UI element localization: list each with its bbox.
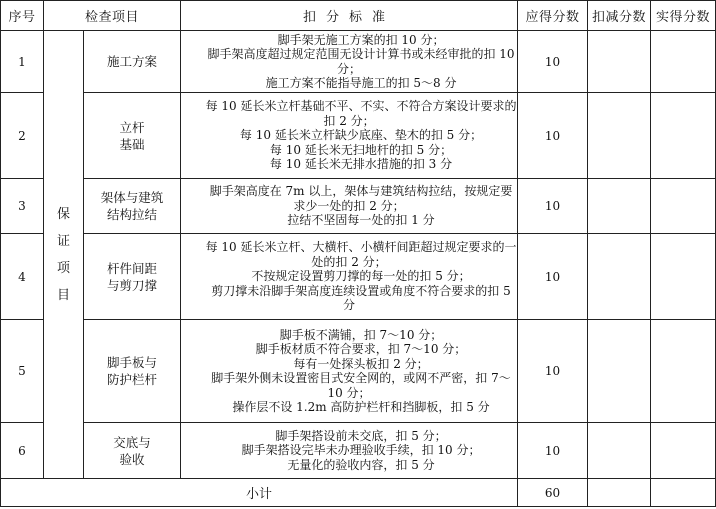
row-deduct-score-cell[interactable] xyxy=(588,234,651,320)
standard-line: 不按规定设置剪刀撑的每一处的扣 5 分； xyxy=(227,269,471,284)
standard-line: 脚手板材质不符合要求，扣 7～10 分； xyxy=(231,342,467,356)
row-item-line: 验收 xyxy=(119,451,145,467)
row-seq: 2 xyxy=(1,93,44,179)
header-row xyxy=(1,1,716,31)
row-standard xyxy=(181,31,518,93)
row-deduct-score-cell[interactable] xyxy=(588,93,651,179)
standard-line: 拉结不坚固每一处的扣 1 分 xyxy=(263,213,435,228)
row-deduct-score-cell[interactable] xyxy=(588,31,651,93)
category-char: 证 xyxy=(56,233,70,249)
table-row xyxy=(1,93,716,179)
row-standard xyxy=(181,320,518,423)
row-item xyxy=(84,179,181,234)
row-standard xyxy=(181,179,518,234)
row-due-score: 10 xyxy=(518,31,588,93)
row-item-line: 防护栏杆 xyxy=(107,372,158,387)
standard-line: 脚手架搭设完毕未办理验收手续，扣 10 分； xyxy=(217,443,481,458)
row-standard xyxy=(181,423,518,479)
row-item-line: 结构拉结 xyxy=(107,207,158,222)
subtotal-label: 小计 xyxy=(1,479,518,507)
row-item-line: 施工方案 xyxy=(107,54,158,69)
header-actual-score: 实得分数 xyxy=(651,1,716,31)
standard-line: 施工方案不能指导施工的扣 5～8 分 xyxy=(241,76,457,90)
row-item-line: 交底与 xyxy=(113,434,151,450)
category-char: 目 xyxy=(56,287,70,303)
row-item-line: 杆件间距 xyxy=(107,260,158,276)
row-item-line: 立杆 xyxy=(119,119,145,135)
row-actual-score-cell[interactable] xyxy=(651,31,716,93)
row-item-line: 与剪刀撑 xyxy=(107,277,158,293)
header-standard: 扣分标准 xyxy=(181,1,518,31)
row-due-score: 10 xyxy=(518,179,588,234)
standard-line: 每 10 延长米立杆、大横杆、小横杆间距超过规定要求的一处的扣 2 分； xyxy=(181,240,517,269)
standard-line: 剪刀撑未沿脚手架高度连续设置或角度不符合要求的扣 5 分 xyxy=(187,283,515,313)
standard-line: 脚手架无施工方案的扣 10 分； xyxy=(253,32,445,47)
row-actual-score-cell[interactable] xyxy=(651,93,716,179)
row-item xyxy=(84,234,181,320)
row-item xyxy=(84,423,181,479)
row-item xyxy=(84,320,181,423)
standard-line: 脚手架搭设前未交底，扣 5 分； xyxy=(251,428,447,443)
subtotal-due-score: 60 xyxy=(518,479,588,507)
standard-line: 脚手架外侧未设置密目式安全网的，或网不严密，扣 7～10 分； xyxy=(187,371,511,400)
standard-line: 脚手架高度超过规定范围无设计计算书或未经审批的扣 10 分； xyxy=(183,47,519,76)
row-actual-score-cell[interactable] xyxy=(651,234,716,320)
row-deduct-score-cell[interactable] xyxy=(588,320,651,423)
standard-line: 操作层不设 1.2m 高防护栏杆和挡脚板，扣 5 分 xyxy=(208,400,490,414)
header-seq: 序号 xyxy=(1,1,44,31)
row-standard xyxy=(181,234,518,320)
row-item xyxy=(84,31,181,93)
row-due-score: 10 xyxy=(518,234,588,320)
header-due-score: 应得分数 xyxy=(518,1,588,31)
standard-line: 每 10 延长米无扫地杆的扣 5 分； xyxy=(245,142,453,157)
row-actual-score-cell[interactable] xyxy=(651,179,716,234)
row-due-score: 10 xyxy=(518,93,588,179)
standard-line: 脚手板不满铺，扣 7～10 分； xyxy=(255,327,443,342)
subtotal-deduct-cell[interactable] xyxy=(588,479,651,507)
row-seq: 3 xyxy=(1,179,44,234)
row-seq: 4 xyxy=(1,234,44,320)
header-deduct-score: 扣减分数 xyxy=(588,1,651,31)
header-item: 检查项目 xyxy=(44,1,181,31)
standard-line: 无量化的验收内容，扣 5 分 xyxy=(263,457,435,472)
table-row xyxy=(1,423,716,479)
row-item-line: 基础 xyxy=(119,136,145,152)
table-row xyxy=(1,179,716,234)
category-char: 保 xyxy=(56,206,70,222)
row-actual-score-cell[interactable] xyxy=(651,320,716,423)
table-row xyxy=(1,320,716,423)
row-due-score: 10 xyxy=(518,423,588,479)
subtotal-row xyxy=(1,479,716,507)
category-cell xyxy=(44,31,84,479)
row-deduct-score-cell[interactable] xyxy=(588,179,651,234)
row-standard xyxy=(181,93,518,179)
row-actual-score-cell[interactable] xyxy=(651,423,716,479)
subtotal-actual-cell[interactable] xyxy=(651,479,716,507)
table-row xyxy=(1,234,716,320)
row-item-line: 架体与建筑 xyxy=(100,190,164,205)
standard-line: 每有一处探头板扣 2 分； xyxy=(269,356,429,371)
row-deduct-score-cell[interactable] xyxy=(588,423,651,479)
row-item-line: 脚手板与 xyxy=(107,355,158,370)
row-seq: 1 xyxy=(1,31,44,93)
row-item xyxy=(84,93,181,179)
standard-line: 每 10 延长米立杆基础不平、不实、不符合方案设计要求的扣 2 分； xyxy=(181,99,517,128)
standard-line: 每 10 延长米立杆缺少底座、垫木的扣 5 分； xyxy=(215,128,483,143)
row-due-score: 10 xyxy=(518,320,588,423)
standard-line: 脚手架高度在 7m 以上，架体与建筑结构拉结，按规定要求少一处的扣 2 分； xyxy=(185,184,513,213)
standard-line: 每 10 延长米无排水措施的扣 3 分 xyxy=(245,157,453,172)
row-seq: 6 xyxy=(1,423,44,479)
row-seq: 5 xyxy=(1,320,44,423)
category-char: 项 xyxy=(56,260,70,276)
table-row xyxy=(1,31,716,93)
